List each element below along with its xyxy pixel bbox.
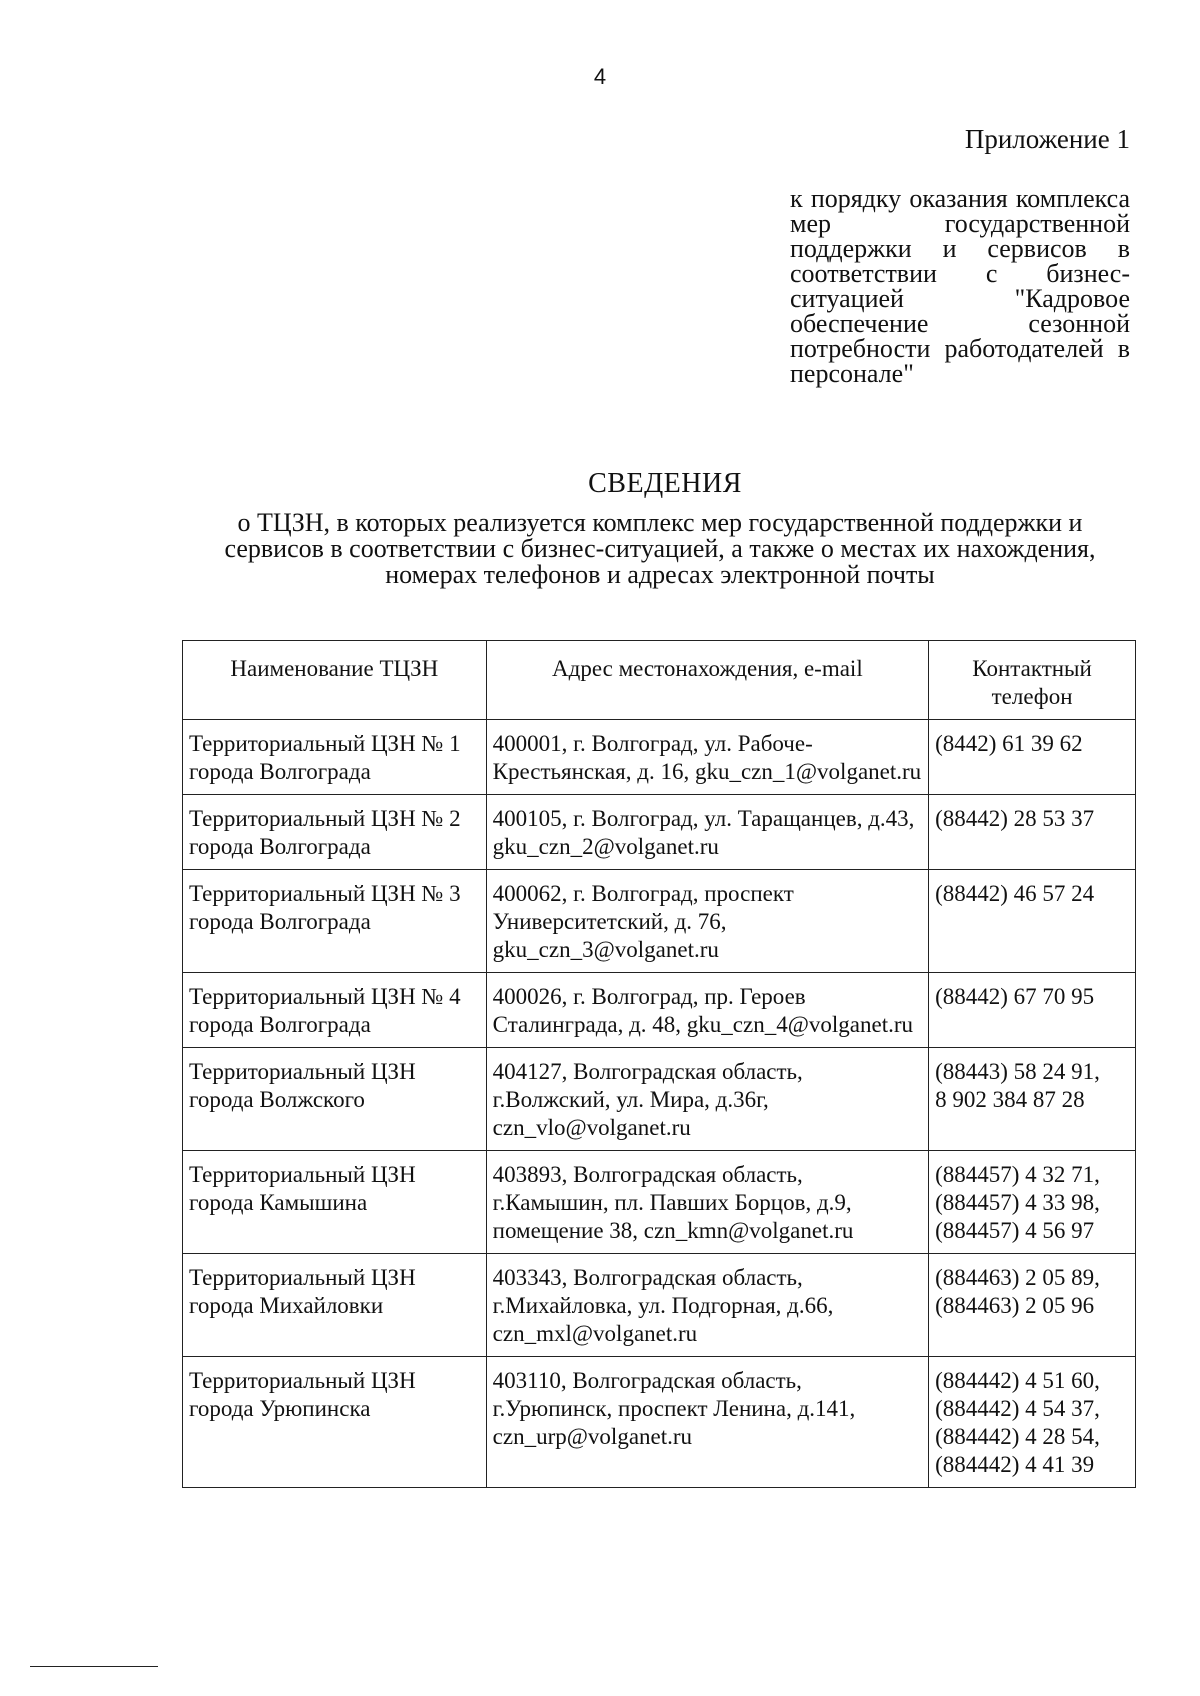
cell-center-name: Территориальный ЦЗН города Михайловки <box>183 1254 487 1357</box>
cell-center-name: Территориальный ЦЗН города Волжского <box>183 1048 487 1151</box>
cell-address-email: 400026, г. Волгоград, пр. Героев Сталинграда, д. 48, gku_czn_4@volganet.ru <box>486 973 928 1048</box>
cell-center-name: Территориальный ЦЗН № 3 города Волгограда <box>183 870 487 973</box>
appendix-title: Приложение 1 <box>964 124 1130 154</box>
phone-number: (88442) 46 57 24 <box>935 881 1095 906</box>
header-name: Наименование ТЦЗН <box>183 641 487 720</box>
phone-number: (884457) 4 56 97 <box>935 1218 1095 1243</box>
appendix-subtitle: к порядку оказания комплекса мер государственной поддержки и сервисов в соответствии с бизнес-ситуацией "Кадровое обеспечение сезонной потребности работодателей в персонале" <box>790 184 1130 388</box>
phone-number: (884457) 4 33 98, <box>935 1190 1100 1215</box>
cell-address-email: 403110, Волгоградская область, г.Урюпинск, проспект Ленина, д.141, czn_urp@volganet.ru <box>486 1357 928 1488</box>
cell-address-email: 403893, Волгоградская область, г.Камышин, пл. Павших Борцов, д.9, помещение 38, czn_kmn@volganet.ru <box>486 1151 928 1254</box>
cell-center-name: Территориальный ЦЗН города Камышина <box>183 1151 487 1254</box>
document-subtitle: о ТЦЗН, в которых реализуется комплекс мер государственной поддержки и сервисов в соответствии с бизнес-ситуацией, а также о местах их нахождения, номерах телефонов и адресах электронной почты <box>224 508 1096 589</box>
table-row <box>183 1048 1136 1151</box>
cell-contact-phone <box>929 720 1136 795</box>
phone-number: 8 902 384 87 28 <box>935 1087 1085 1112</box>
table-row <box>183 1151 1136 1254</box>
cell-contact-phone <box>929 795 1136 870</box>
header-address: Адрес местонахождения, e-mail <box>486 641 928 720</box>
phone-number: (88442) 28 53 37 <box>935 806 1095 831</box>
cell-contact-phone <box>929 1151 1136 1254</box>
employment-centers-table <box>182 640 1136 1488</box>
phone-number: (884457) 4 32 71, <box>935 1162 1100 1187</box>
cell-center-name: Территориальный ЦЗН № 1 города Волгограда <box>183 720 487 795</box>
phone-number: (884463) 2 05 89, <box>935 1265 1100 1290</box>
cell-address-email: 400001, г. Волгоград, ул. Рабоче-Крестьянская, д. 16, gku_czn_1@volganet.ru <box>486 720 928 795</box>
cell-contact-phone <box>929 1357 1136 1488</box>
phone-number: (884442) 4 51 60, <box>935 1368 1100 1393</box>
cell-center-name: Территориальный ЦЗН города Урюпинска <box>183 1357 487 1488</box>
cell-contact-phone <box>929 1254 1136 1357</box>
phone-number: (884442) 4 28 54, <box>935 1424 1100 1449</box>
cell-center-name: Территориальный ЦЗН № 4 города Волгограда <box>183 973 487 1048</box>
cell-address-email: 400105, г. Волгоград, ул. Таращанцев, д.43, gku_czn_2@volganet.ru <box>486 795 928 870</box>
document-title: СВЕДЕНИЯ <box>588 468 742 499</box>
header-phone: Контактный телефон <box>929 641 1136 720</box>
table-row <box>183 870 1136 973</box>
cell-address-email: 403343, Волгоградская область, г.Михайловка, ул. Подгорная, д.66, czn_mxl@volganet.ru <box>486 1254 928 1357</box>
table-body <box>183 720 1136 1488</box>
cell-center-name: Территориальный ЦЗН № 2 города Волгограда <box>183 795 487 870</box>
page-number: 4 <box>593 64 607 89</box>
table-row <box>183 1357 1136 1488</box>
phone-number: (8442) 61 39 62 <box>935 731 1083 756</box>
table-row <box>183 795 1136 870</box>
phone-number: (88442) 67 70 95 <box>935 984 1095 1009</box>
table-header-row <box>183 641 1136 720</box>
cell-contact-phone <box>929 1048 1136 1151</box>
phone-number: (884463) 2 05 96 <box>935 1293 1095 1318</box>
table-row <box>183 973 1136 1048</box>
table-row <box>183 720 1136 795</box>
cell-contact-phone <box>929 870 1136 973</box>
phone-number: (88443) 58 24 91, <box>935 1059 1100 1084</box>
cell-contact-phone <box>929 973 1136 1048</box>
phone-number: (884442) 4 54 37, <box>935 1396 1100 1421</box>
footnote-separator <box>30 1666 158 1667</box>
table-row <box>183 1254 1136 1357</box>
cell-address-email: 404127, Волгоградская область, г.Волжский, ул. Мира, д.36г, czn_vlo@volganet.ru <box>486 1048 928 1151</box>
phone-number: (884442) 4 41 39 <box>935 1452 1095 1477</box>
cell-address-email: 400062, г. Волгоград, проспект Университетский, д. 76, gku_czn_3@volganet.ru <box>486 870 928 973</box>
